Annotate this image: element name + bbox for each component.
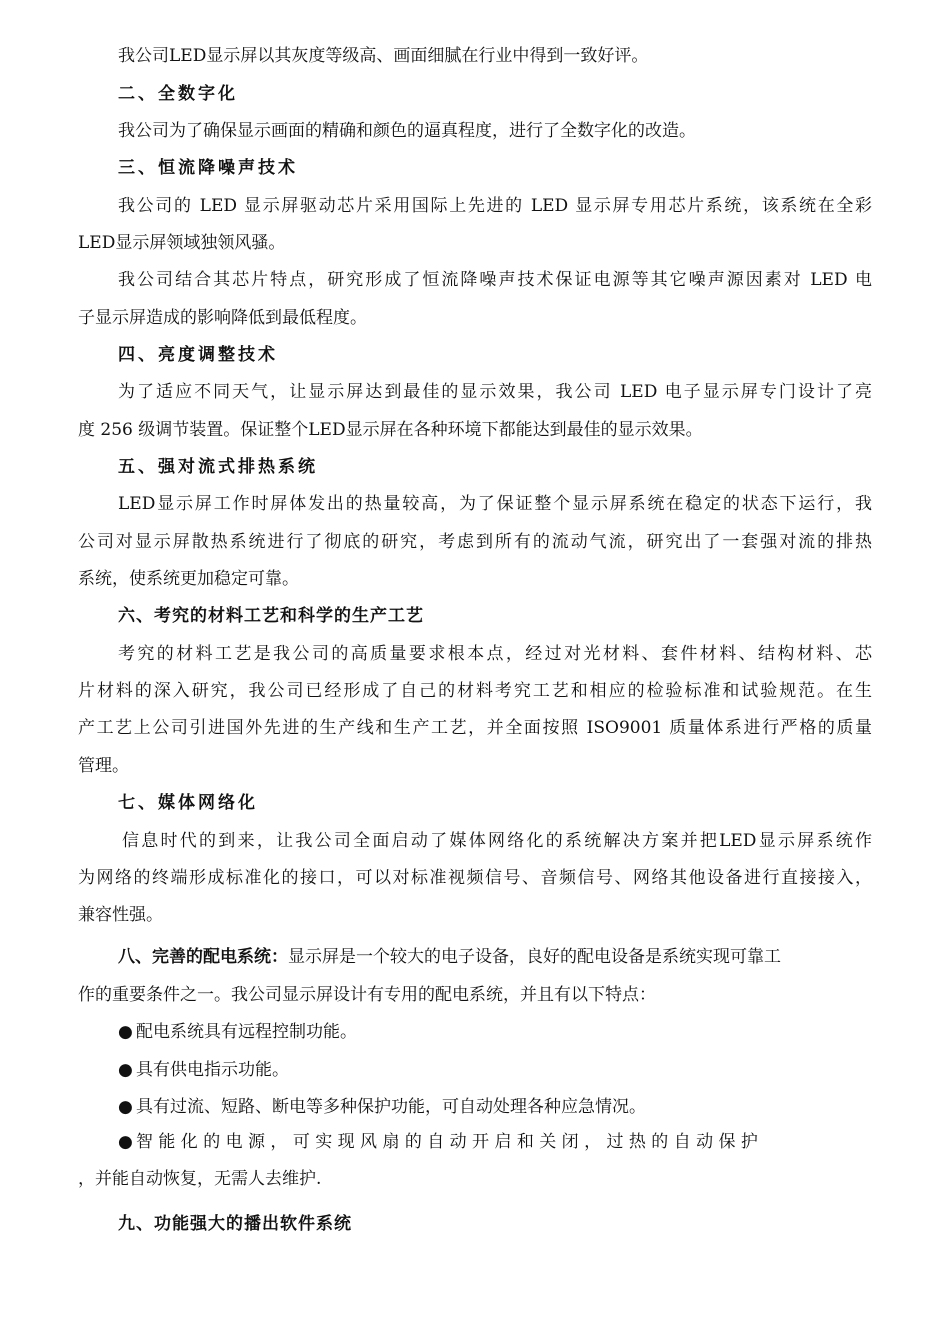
paragraph-4-line1: 为了适应不同天气，让显示屏达到最佳的显示效果，我公司 LED 电子显示屏专门设计了亮 [118, 382, 872, 402]
heading-2: 二、全数字化 [118, 84, 238, 104]
heading-9: 九、功能强大的播出软件系统 [118, 1214, 352, 1234]
paragraph-6-line4: 管理。 [78, 756, 129, 776]
list-item [118, 1020, 872, 1044]
heading-8: 八、完善的配电系统： [118, 947, 288, 967]
bullet-icon: ● [118, 1060, 133, 1080]
paragraph-intro: 我公司LED显示屏以其灰度等级高、画面细腻在行业中得到一致好评。 [118, 46, 649, 66]
heading-4: 四、亮度调整技术 [118, 345, 278, 365]
bullet-icon: ● [118, 1022, 133, 1042]
paragraph-8-line2: 作的重要条件之一。我公司显示屏设计有专用的配电系统，并且有以下特点： [78, 985, 656, 1005]
paragraph-6-line2: 片材料的深入研究，我公司已经形成了自己的材料考究工艺和相应的检验标准和试验规范。在生 [78, 681, 872, 701]
list-item-text: 配电系统具有远程控制功能。 [136, 1022, 357, 1042]
paragraph-3b-line2: 子显示屏造成的影响降低到最低程度。 [78, 308, 367, 328]
paragraph-7-line2: 为网络的终端形成标准化的接口，可以对标准视频信号、音频信号、网络其他设备进行直接接入， [78, 868, 872, 888]
bullet-icon: ● [118, 1132, 133, 1152]
paragraph-3a-line1: 我公司的 LED 显示屏驱动芯片采用国际上先进的 LED 显示屏专用芯片系统，该系统在全彩 [118, 196, 872, 216]
paragraph-5-line2: 公司对显示屏散热系统进行了彻底的研究，考虑到所有的流动气流，研究出了一套强对流的排热 [78, 532, 872, 552]
list-item [118, 1130, 872, 1154]
list-item-text: 具有供电指示功能。 [136, 1060, 289, 1080]
paragraph-8-text: 显示屏是一个较大的电子设备，良好的配电设备是系统实现可靠工 [288, 947, 781, 967]
paragraph-5-line1: LED显示屏工作时屏体发出的热量较高，为了保证整个显示屏系统在稳定的状态下运行，我 [118, 494, 872, 514]
paragraph-3b-line1: 我公司结合其芯片特点，研究形成了恒流降噪声技术保证电源等其它噪声源因素对 LED 电 [118, 270, 872, 290]
paragraph-7-line1: 信息时代的到来，让我公司全面启动了媒体网络化的系统解决方案并把LED显示屏系统作 [122, 831, 872, 851]
heading-5: 五、强对流式排热系统 [118, 457, 318, 477]
list-item-text: 具有过流、短路、断电等多种保护功能，可自动处理各种应急情况。 [136, 1097, 646, 1117]
paragraph-3a-line2: LED显示屏领域独领风骚。 [78, 233, 286, 253]
heading-7: 七、媒体网络化 [118, 793, 258, 813]
paragraph-6-line1: 考究的材料工艺是我公司的高质量要求根本点，经过对光材料、套件材料、结构材料、芯 [118, 644, 872, 664]
paragraph-5-line3: 系统，使系统更加稳定可靠。 [78, 569, 299, 589]
paragraph-6-line3: 产工艺上公司引进国外先进的生产线和生产工艺，并全面按照 ISO9001 质量体系进行严格的质量 [78, 718, 872, 738]
paragraph-2: 我公司为了确保显示画面的精确和颜色的逼真程度，进行了全数字化的改造。 [118, 121, 696, 141]
heading-6: 六、考究的材料工艺和科学的生产工艺 [118, 606, 424, 626]
paragraph-8-line1 [118, 945, 872, 969]
bullet-icon: ● [118, 1097, 133, 1117]
heading-3: 三、恒流降噪声技术 [118, 158, 298, 178]
list-item [118, 1095, 872, 1119]
list-item [118, 1058, 872, 1082]
list-item-continuation: ，并能自动恢复，无需人去维护. [78, 1169, 322, 1189]
paragraph-4-line2: 度 256 级调节装置。保证整个LED显示屏在各种环境下都能达到最佳的显示效果。 [78, 420, 703, 440]
paragraph-7-line3: 兼容性强。 [78, 905, 163, 925]
list-item-text: 智 能 化 的 电 源 ， 可 实 现 风 扇 的 自 动 开 启 和 关 闭 ， 过 热 的 自 动 保 护 [136, 1132, 758, 1152]
